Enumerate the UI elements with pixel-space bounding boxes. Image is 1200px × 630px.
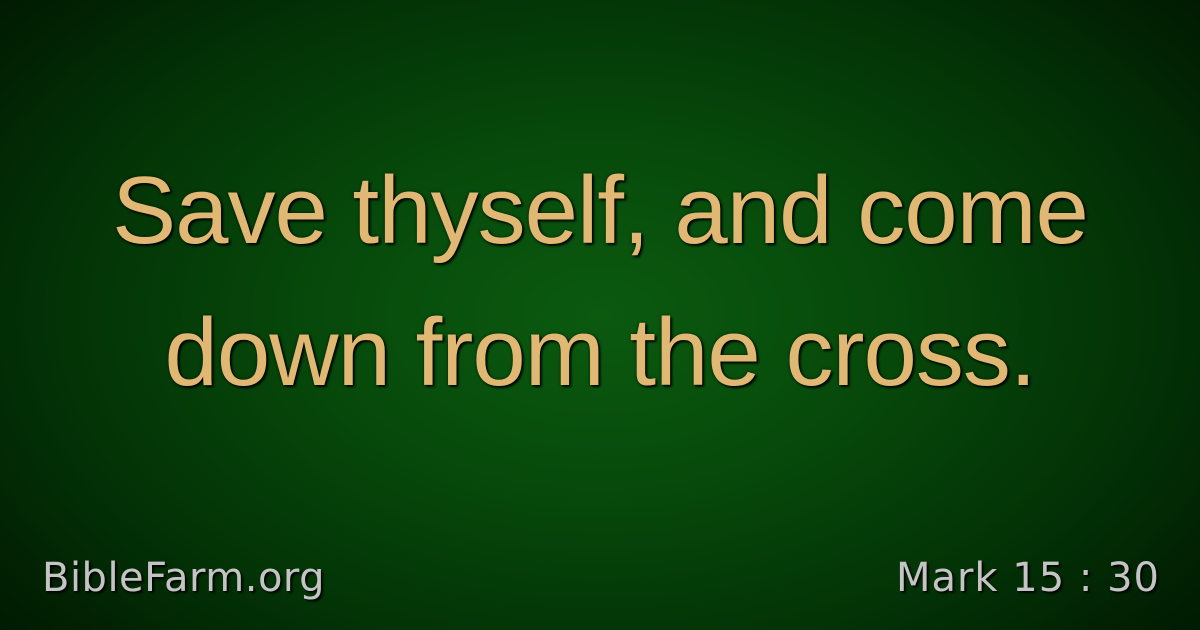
verse-text: [0, 140, 1200, 424]
verse-line-2: down from the cross.: [164, 299, 1036, 406]
verse-line-1: Save thyself, and come: [112, 157, 1088, 264]
site-name: BibleFarm.org: [42, 555, 326, 601]
verse-reference: Mark 15 : 30: [895, 555, 1160, 601]
